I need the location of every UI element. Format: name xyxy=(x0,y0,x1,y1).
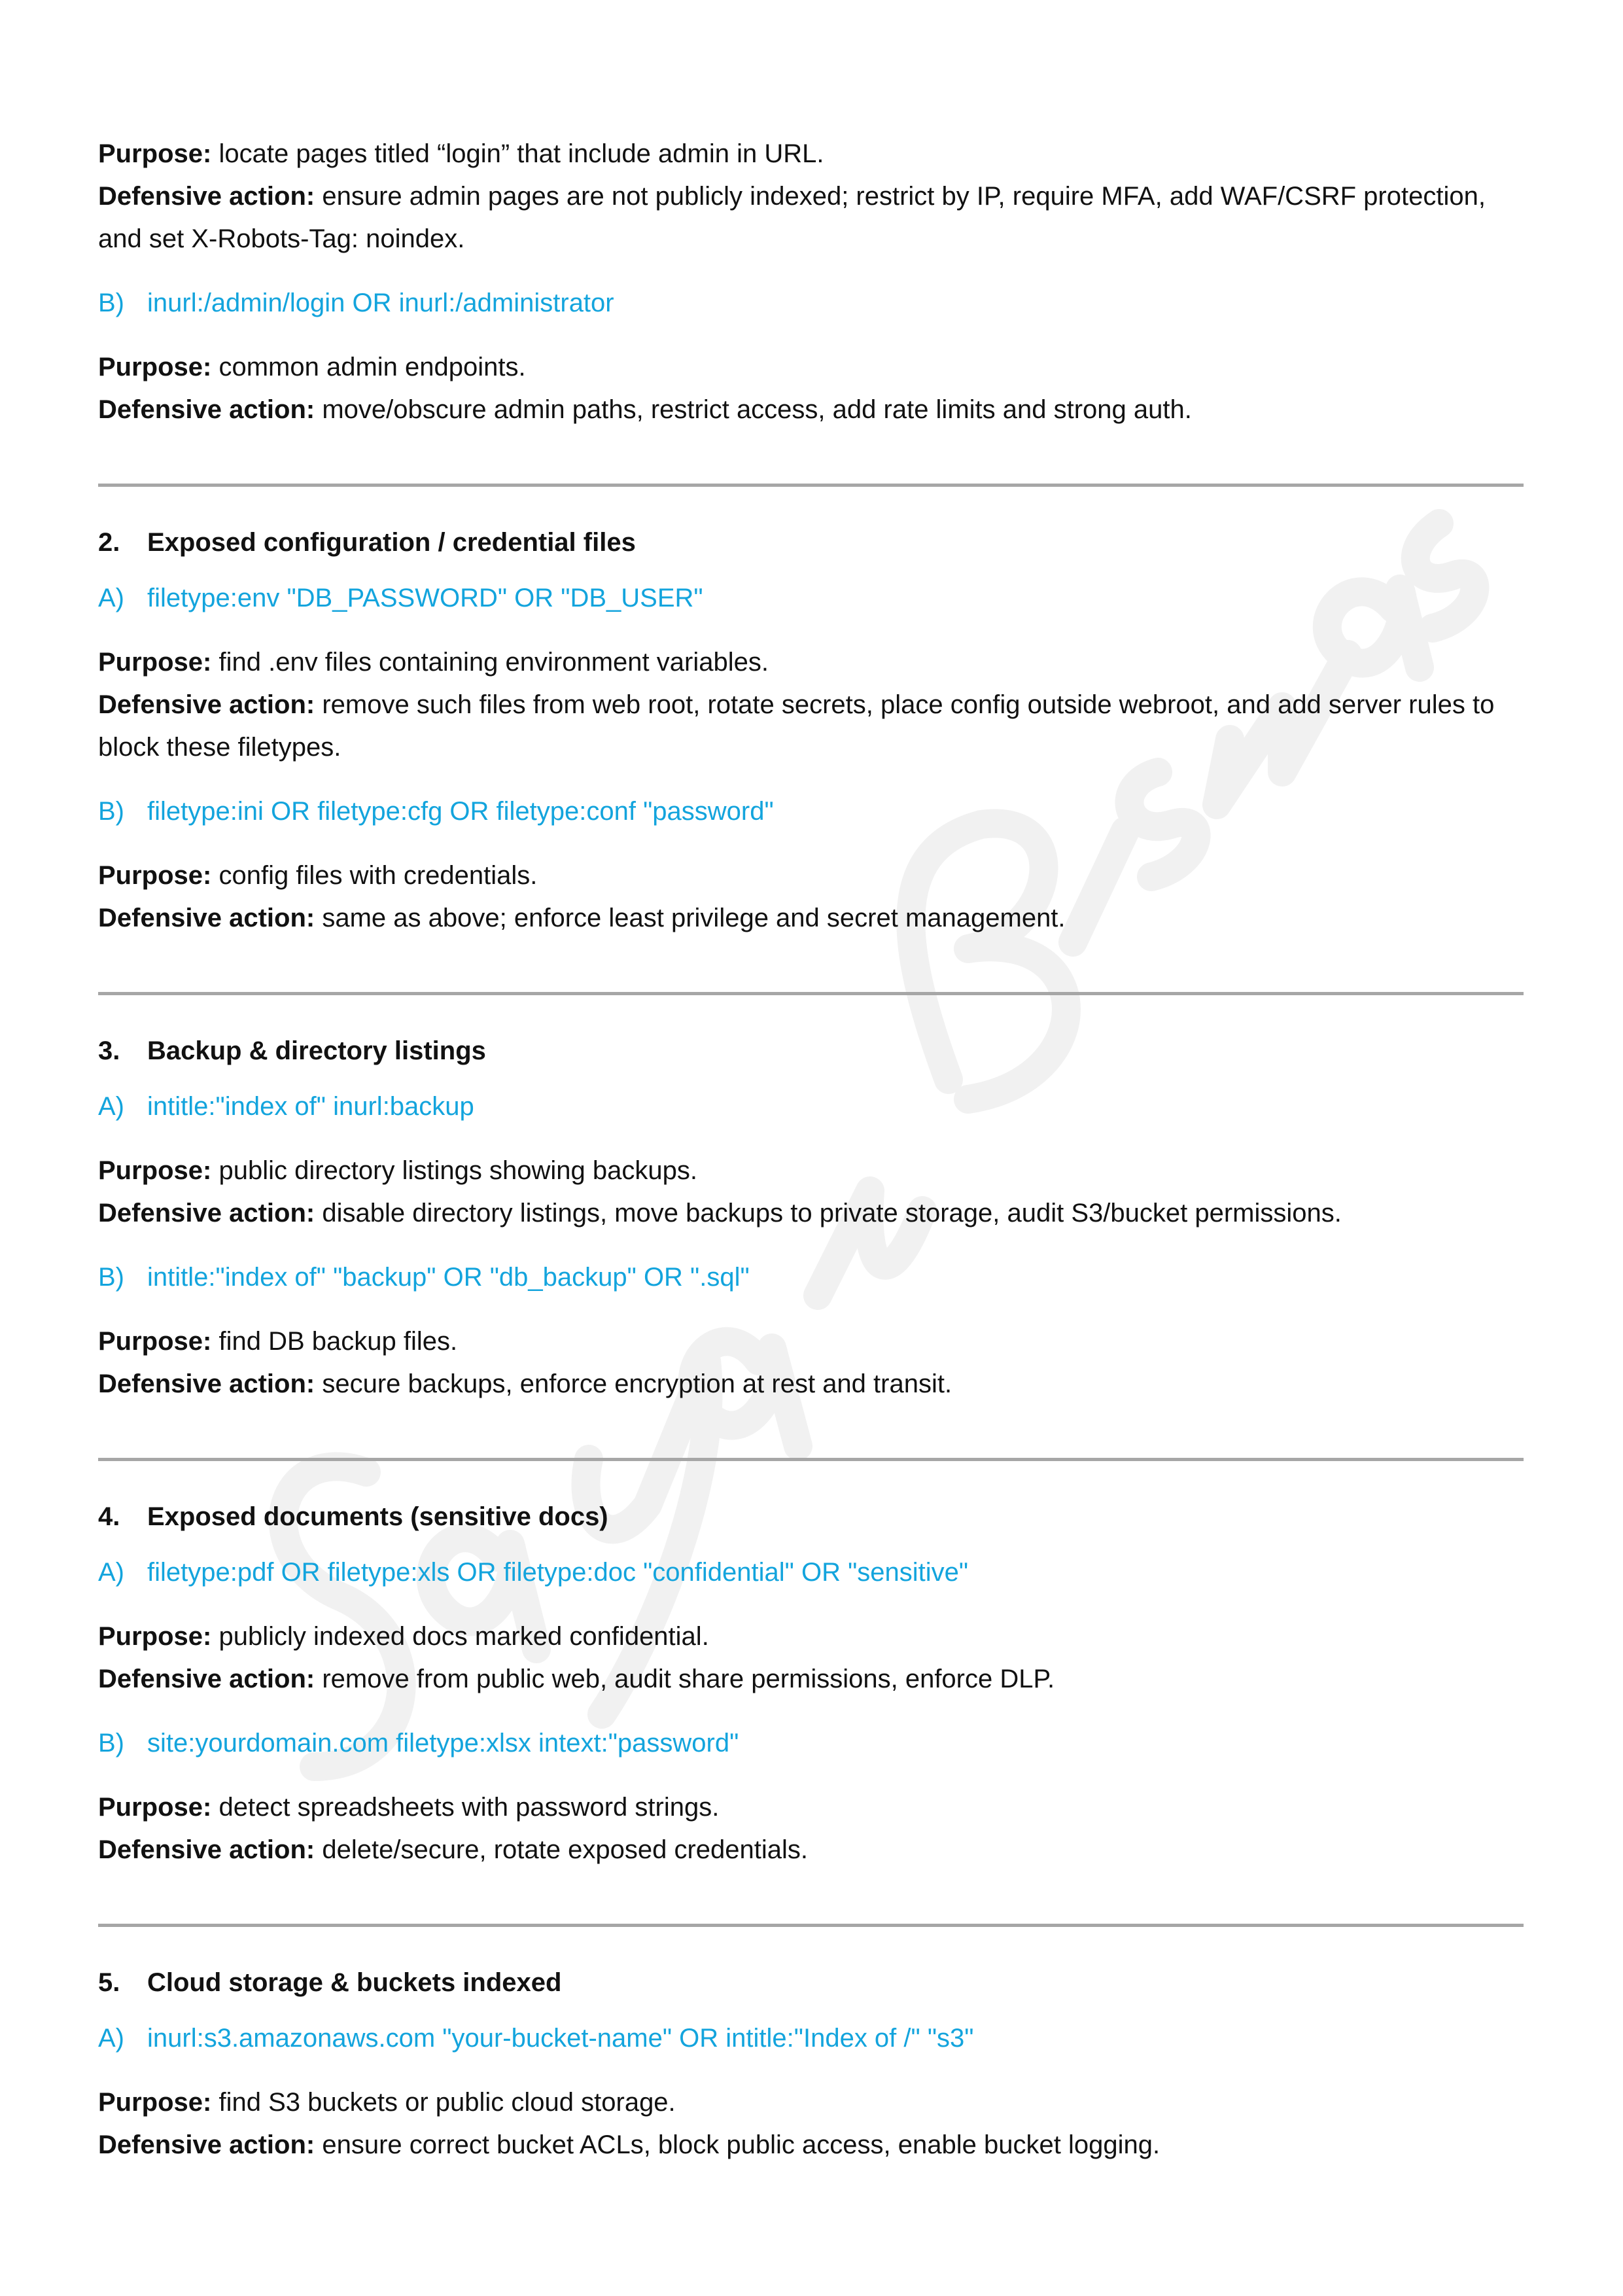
defense-line: Defensive action: same as above; enforce least privilege and secret management. xyxy=(98,904,1066,932)
purpose-line: Purpose: find S3 buckets or public cloud storage. xyxy=(98,2088,676,2117)
purpose-line: Purpose: detect spreadsheets with password strings. xyxy=(98,1793,720,1822)
section xyxy=(98,1962,1524,2166)
defense-line: Defensive action: delete/secure, rotate exposed credentials. xyxy=(98,1835,809,1864)
section-heading: 4. Exposed documents (sensitive docs) xyxy=(98,1502,608,1531)
defense-line: Defensive action: ensure correct bucket ACLs, block public access, enable bucket logging. xyxy=(98,2130,1161,2159)
section-divider xyxy=(98,992,1524,995)
section xyxy=(98,1030,1524,1405)
purpose-line: Purpose: find DB backup files. xyxy=(98,1327,458,1356)
query-line: B) intitle:"index of" "backup" OR "db_backup" OR ".sql" xyxy=(98,1263,750,1292)
section-divider xyxy=(98,484,1524,487)
purpose-line: Purpose: common admin endpoints. xyxy=(98,353,526,381)
query-line: A) intitle:"index of" inurl:backup xyxy=(98,1092,474,1121)
purpose-line: Purpose: public directory listings showing backups. xyxy=(98,1156,697,1185)
purpose-line: Purpose: publicly indexed docs marked confidential. xyxy=(98,1622,709,1651)
defense-line: Defensive action: ensure admin pages are not publicly indexed; restrict by IP, require MFA, add WAF/CSRF protection, and set X-Robots-Tag: noindex. xyxy=(98,182,1486,253)
section-heading: 3. Backup & directory listings xyxy=(98,1036,486,1065)
defense-line: Defensive action: secure backups, enforce encryption at rest and transit. xyxy=(98,1369,952,1398)
section-heading: 5. Cloud storage & buckets indexed xyxy=(98,1968,562,1997)
query-line: A) filetype:env "DB_PASSWORD" OR "DB_USER" xyxy=(98,584,703,612)
defense-line: Defensive action: move/obscure admin paths, restrict access, add rate limits and strong auth. xyxy=(98,395,1192,424)
section-divider xyxy=(98,1924,1524,1927)
query-line: A) filetype:pdf OR filetype:xls OR filetype:doc "confidential" OR "sensitive" xyxy=(98,1558,969,1587)
sections-container xyxy=(98,484,1524,2166)
query-line: A) inurl:s3.amazonaws.com "your-bucket-name" OR intitle:"Index of /" "s3" xyxy=(98,2024,974,2053)
query-line: B) site:yourdomain.com filetype:xlsx intext:"password" xyxy=(98,1729,739,1757)
defense-line: Defensive action: remove from public web, audit share permissions, enforce DLP. xyxy=(98,1665,1055,1693)
purpose-line: Purpose: find .env files containing environment variables. xyxy=(98,648,769,677)
purpose-line: Purpose: locate pages titled “login” that include admin in URL. xyxy=(98,139,824,168)
defense-line: Defensive action: remove such files from web root, rotate secrets, place config outside webroot, and add server rules to block these filetypes. xyxy=(98,690,1495,762)
section xyxy=(98,521,1524,940)
query-line: B) filetype:ini OR filetype:cfg OR filetype:conf "password" xyxy=(98,797,774,826)
defense-line: Defensive action: disable directory listings, move backups to private storage, audit S3/bucket permissions. xyxy=(98,1199,1342,1227)
document-body xyxy=(98,133,1524,2166)
section-divider xyxy=(98,1458,1524,1461)
query-line: B) inurl:/admin/login OR inurl:/administrator xyxy=(98,289,614,317)
section-heading: 2. Exposed configuration / credential files xyxy=(98,528,636,557)
purpose-line: Purpose: config files with credentials. xyxy=(98,861,538,890)
section xyxy=(98,1496,1524,1871)
